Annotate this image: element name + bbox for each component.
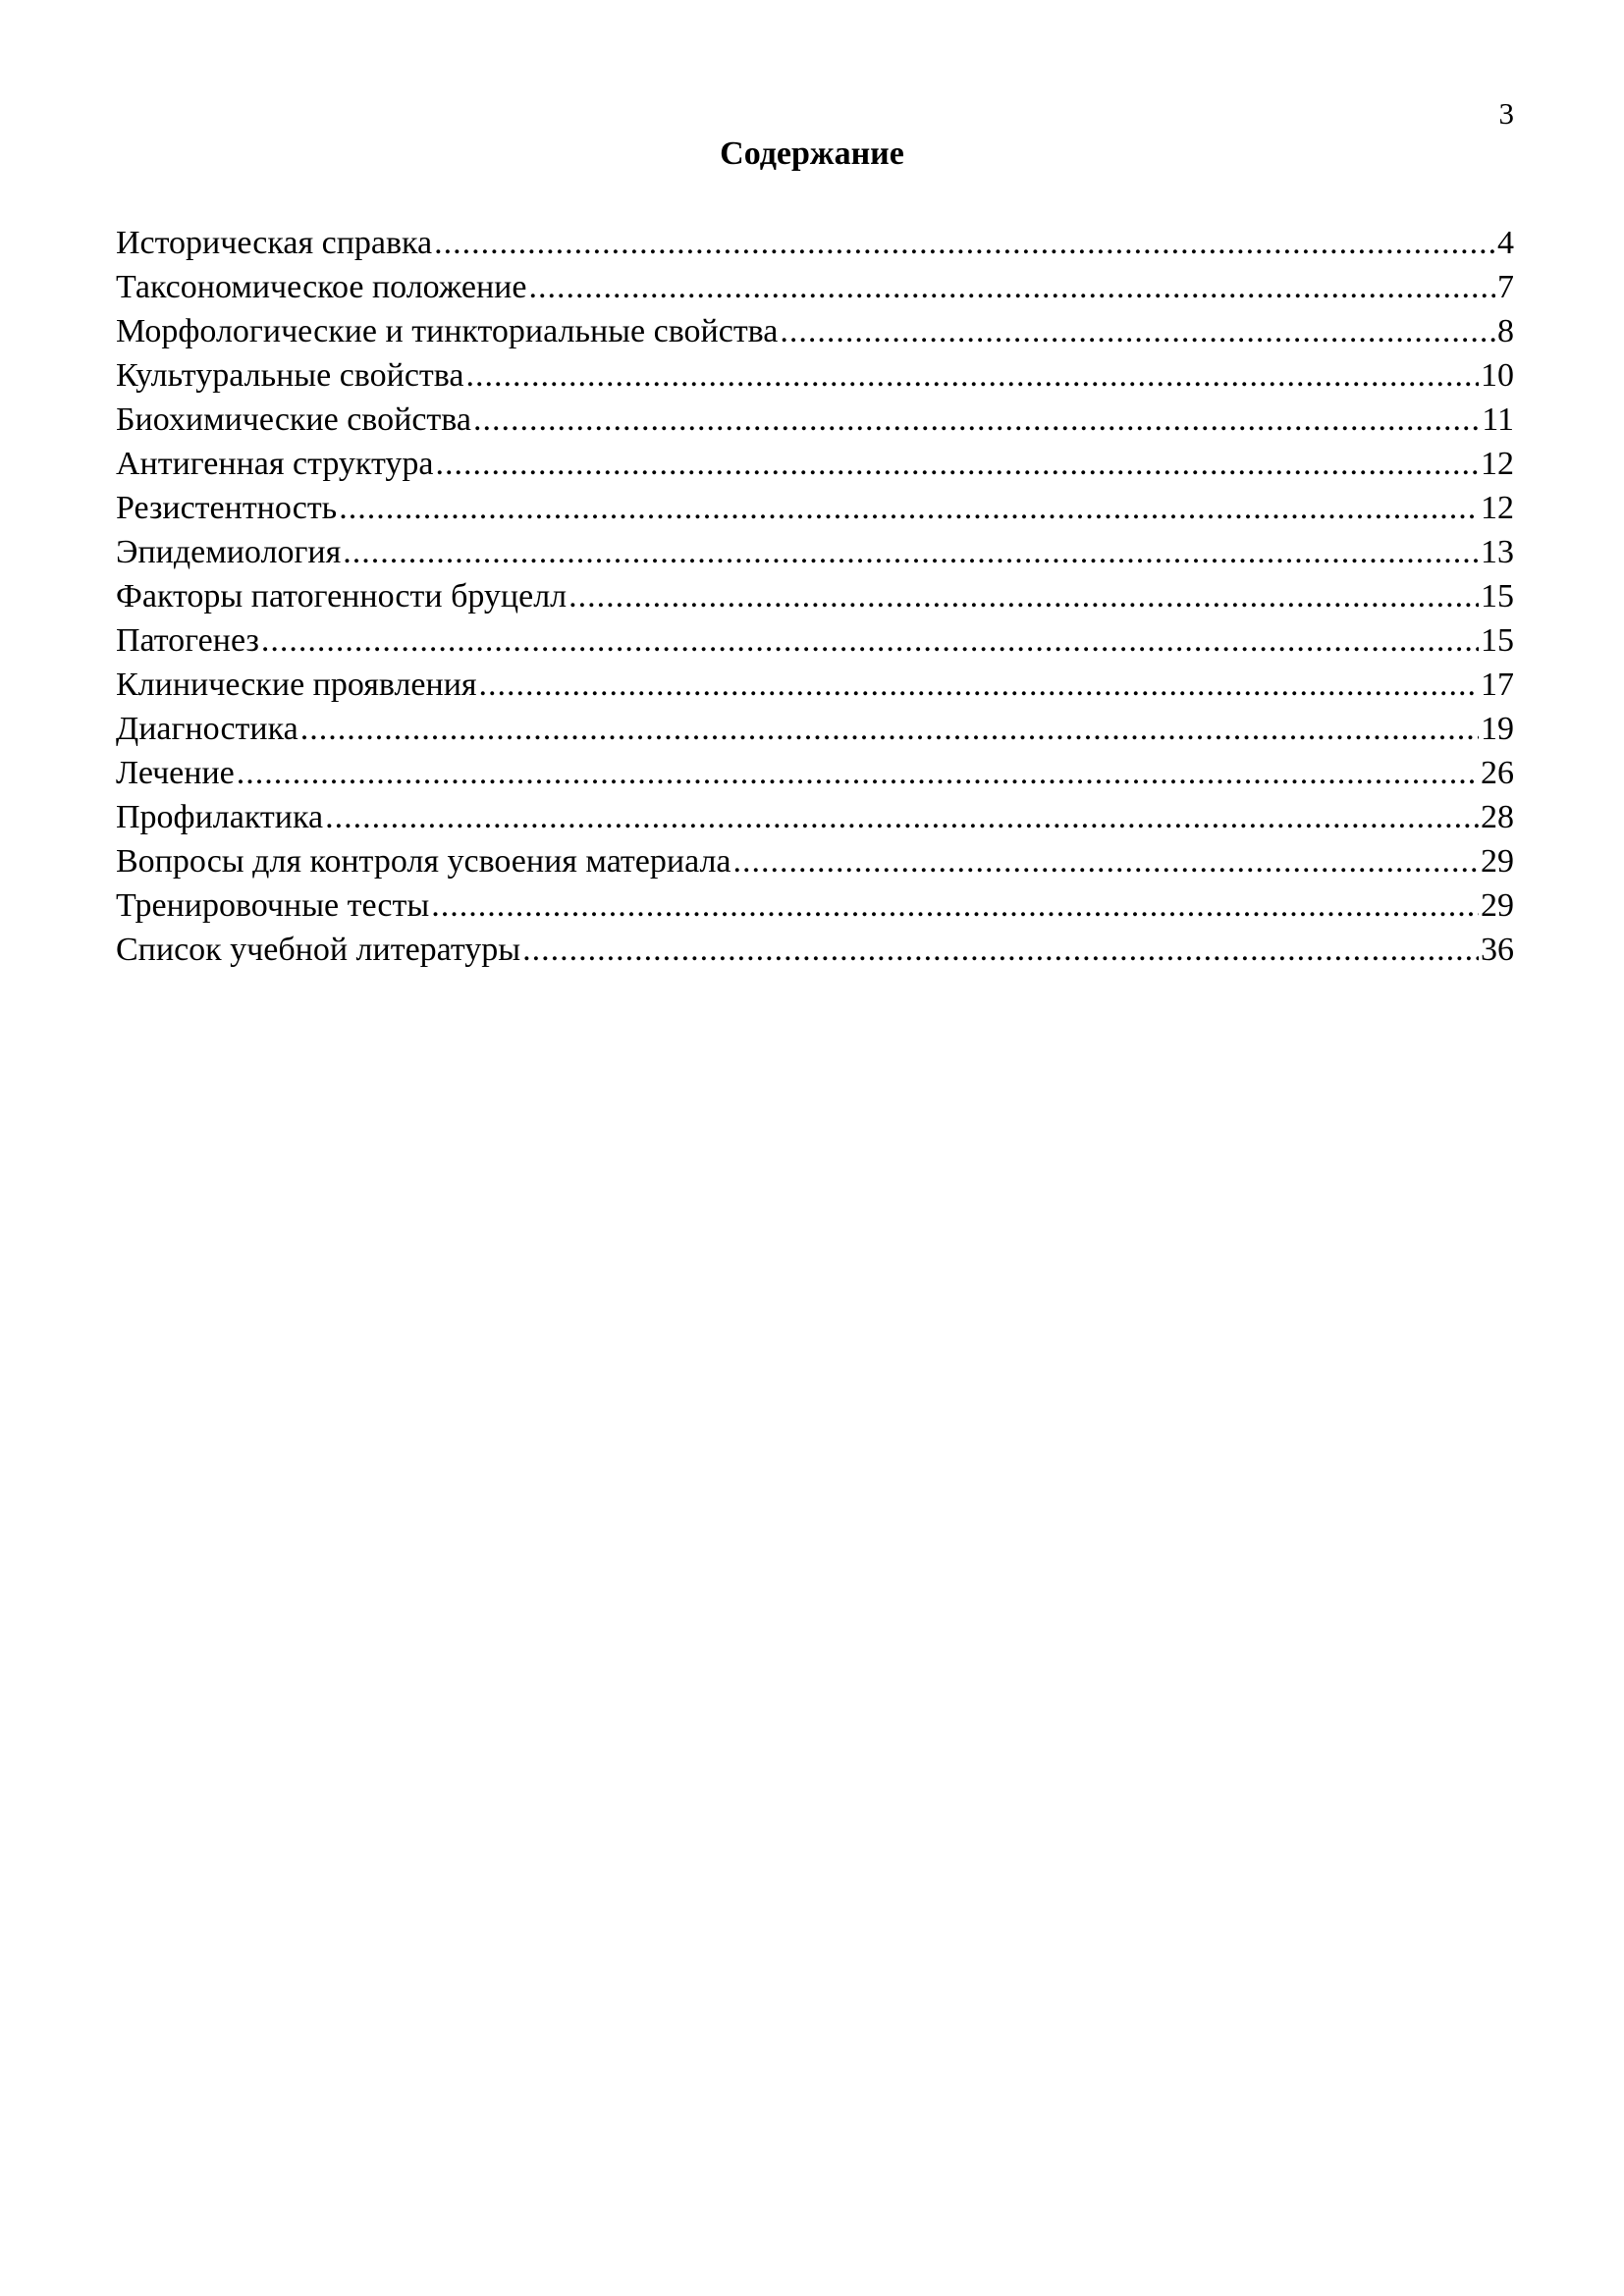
toc-entry-page: 36 [1481, 932, 1514, 968]
toc-entry[interactable] [116, 795, 1514, 839]
toc-entry-label: Клинические проявления [116, 667, 477, 703]
toc-entry-label: Вопросы для контроля усвоения материала [116, 843, 731, 880]
toc-entry-page: 17 [1481, 667, 1514, 703]
toc-entry-page: 11 [1482, 401, 1514, 438]
toc-entry-label: Список учебной литературы [116, 932, 521, 968]
dot-leader [473, 398, 1480, 442]
toc-entry-page: 4 [1497, 225, 1514, 261]
toc-entry-label: Факторы патогенности бруцелл [116, 578, 568, 614]
toc-entry[interactable] [116, 751, 1514, 795]
toc-entry[interactable] [116, 221, 1514, 265]
dot-leader [431, 883, 1479, 928]
dot-leader [325, 795, 1479, 839]
page-number: 3 [1498, 96, 1514, 131]
toc-entry-page: 19 [1481, 711, 1514, 747]
toc-entry[interactable] [116, 707, 1514, 751]
dot-leader [528, 265, 1495, 309]
toc-entry-page: 12 [1481, 446, 1514, 482]
dot-leader [434, 221, 1495, 265]
toc-entry-page: 12 [1481, 490, 1514, 526]
dot-leader [436, 442, 1480, 486]
toc-title: Содержание [720, 135, 904, 172]
toc-entry-label: Патогенез [116, 622, 259, 659]
dot-leader [237, 751, 1479, 795]
toc-entry[interactable] [116, 309, 1514, 353]
toc-entry[interactable] [116, 265, 1514, 309]
dot-leader [780, 309, 1495, 353]
toc-entry[interactable] [116, 442, 1514, 486]
toc-entry[interactable] [116, 928, 1514, 972]
dot-leader [261, 618, 1479, 663]
toc-entry-label: Резистентность [116, 490, 338, 526]
toc-entry[interactable] [116, 353, 1514, 398]
toc-entry-label: Диагностика [116, 711, 298, 747]
toc-entry[interactable] [116, 839, 1514, 883]
toc-entry-page: 15 [1481, 622, 1514, 659]
toc-entry-label: Историческая справка [116, 225, 433, 261]
toc-entry-page: 29 [1481, 887, 1514, 924]
toc-entry-label: Профилактика [116, 799, 324, 835]
toc-entry-page: 8 [1497, 313, 1514, 349]
toc-entry-page: 13 [1481, 534, 1514, 570]
toc-entry-label: Антигенная структура [116, 446, 434, 482]
toc-entry[interactable] [116, 618, 1514, 663]
dot-leader [479, 663, 1479, 707]
toc-entry-page: 28 [1481, 799, 1514, 835]
toc-entry[interactable] [116, 486, 1514, 530]
toc-entry[interactable] [116, 574, 1514, 618]
dot-leader [300, 707, 1479, 751]
dot-leader [339, 486, 1479, 530]
toc-entry-label: Лечение [116, 755, 235, 791]
toc-entry-page: 7 [1497, 269, 1514, 305]
toc-entry-label: Культуральные свойства [116, 357, 464, 394]
toc-entry-page: 15 [1481, 578, 1514, 614]
toc-entry-label: Эпидемиология [116, 534, 342, 570]
toc-entry-label: Биохимические свойства [116, 401, 471, 438]
toc-entry-label: Таксономическое положение [116, 269, 527, 305]
toc-entry-page: 10 [1481, 357, 1514, 394]
toc-entry-label: Тренировочные тесты [116, 887, 430, 924]
toc-entry[interactable] [116, 883, 1514, 928]
dot-leader [522, 928, 1479, 972]
dot-leader [343, 530, 1479, 574]
toc-entry[interactable] [116, 530, 1514, 574]
dot-leader [568, 574, 1479, 618]
toc-entry-page: 26 [1481, 755, 1514, 791]
toc-entry[interactable] [116, 398, 1514, 442]
toc-entry-label: Морфологические и тинкториальные свойства [116, 313, 779, 349]
dot-leader [465, 353, 1479, 398]
table-of-contents [116, 221, 1514, 972]
dot-leader [733, 839, 1479, 883]
toc-entry-page: 29 [1481, 843, 1514, 880]
toc-entry[interactable] [116, 663, 1514, 707]
